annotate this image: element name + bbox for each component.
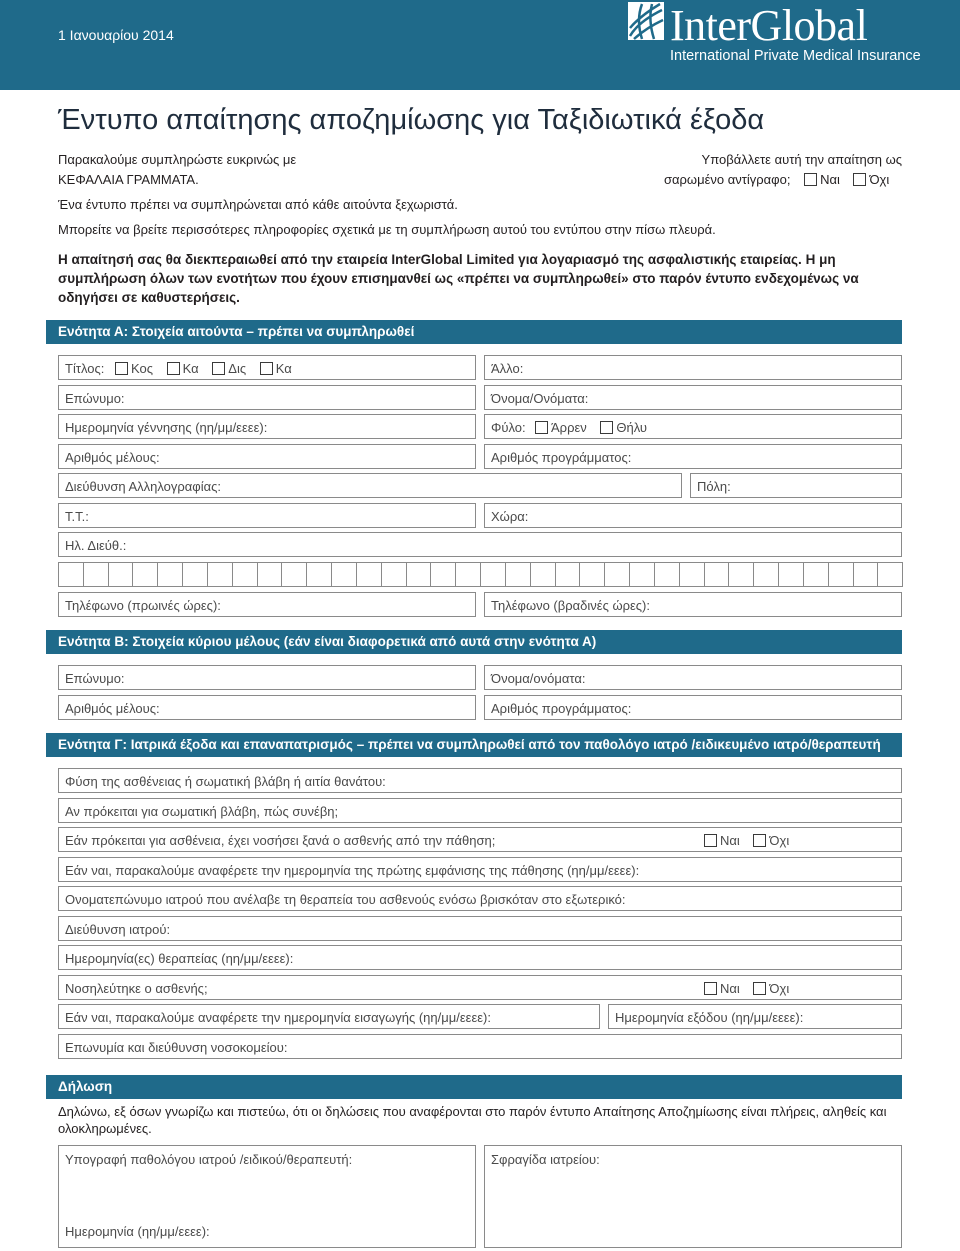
dob-label: Ημερομηνία γέννησης (ηη/μμ/εεεε): — [65, 420, 268, 435]
section-a-title: Ενότητα Α: Στοιχεία αιτούντα – πρέπει να συμπληρωθεί — [58, 324, 415, 339]
hospital-name-field[interactable] — [58, 1034, 902, 1059]
email-char-box[interactable] — [232, 562, 258, 587]
title-field[interactable] — [58, 355, 476, 380]
sex-label: Φύλο: — [491, 420, 526, 435]
doctor-name-label: Ονοματεπώνυμο ιατρού που ανέλαβε τη θεραπεία του ασθενούς ενόσω βρισκόταν στο εξωτερικό: — [65, 892, 626, 907]
city-field[interactable] — [690, 473, 902, 498]
page-header — [0, 0, 960, 90]
treatment-dates-field[interactable] — [58, 945, 902, 970]
hospitalised-field[interactable] — [58, 975, 902, 1000]
doctor-name-field[interactable] — [58, 886, 902, 911]
main-member-number-field[interactable] — [58, 695, 476, 720]
header-date: 1 Ιανουαρίου 2014 — [58, 27, 174, 43]
postcode-label: Τ.Τ.: — [65, 509, 89, 524]
email-char-box[interactable] — [108, 562, 134, 587]
sex-female-label: Θήλυ — [616, 420, 648, 435]
address-field[interactable] — [58, 473, 682, 498]
email-char-box[interactable] — [257, 562, 283, 587]
injury-how-label: Αν πρόκειται για σωματική βλάβη, πώς συνέβη; — [65, 804, 339, 819]
illness-nature-field[interactable] — [58, 768, 902, 793]
practice-stamp-box[interactable] — [484, 1145, 902, 1248]
sex-male-label: Άρρεν — [551, 420, 587, 435]
email-char-box[interactable] — [753, 562, 779, 587]
email-char-box[interactable] — [83, 562, 109, 587]
main-member-surname-field[interactable] — [58, 665, 476, 690]
email-char-box[interactable] — [430, 562, 456, 587]
illness-before-yes-checkbox[interactable] — [704, 834, 717, 847]
email-char-box[interactable] — [306, 562, 332, 587]
email-char-box[interactable] — [654, 562, 680, 587]
hospitalised-yes-checkbox[interactable] — [704, 982, 717, 995]
email-char-box[interactable] — [505, 562, 531, 587]
phone-day-field[interactable] — [58, 592, 476, 617]
title-label: Τίτλος: — [65, 361, 105, 376]
first-occurrence-date-field[interactable] — [58, 857, 902, 882]
illness-before-label: Εάν πρόκειται για ασθένεια, έχει νοσήσει ξανά ο ασθενής από την πάθηση; — [65, 833, 496, 848]
sex-field[interactable] — [484, 414, 902, 439]
email-char-box[interactable] — [679, 562, 705, 587]
main-member-scheme-field[interactable] — [484, 695, 902, 720]
hospitalised-no-checkbox[interactable] — [753, 982, 766, 995]
discharge-date-label: Ημερομηνία εξόδου (ηη/μμ/εεεε): — [615, 1010, 804, 1025]
title-miss-checkbox[interactable] — [212, 362, 225, 375]
main-member-number-label: Αριθμός μέλους: — [65, 701, 160, 716]
surname-field[interactable] — [58, 385, 476, 410]
main-member-scheme-label: Αριθμός προγράμματος: — [491, 701, 632, 716]
hospitalised-yes-label: Ναι — [720, 981, 740, 996]
illness-nature-label: Φύση της ασθένειας ή σωματική βλάβη ή αιτία θανάτου: — [65, 774, 386, 789]
email-char-box[interactable] — [828, 562, 854, 587]
main-member-surname-label: Επώνυμο: — [65, 671, 125, 686]
intro-line-2: ΚΕΦΑΛΑΙΑ ΓΡΑΜΜΑΤΑ. — [58, 172, 199, 187]
scanned-no-checkbox[interactable] — [853, 173, 866, 186]
title-miss-label: Δις — [228, 361, 247, 376]
email-char-box[interactable] — [803, 562, 829, 587]
declaration-title: Δήλωση — [58, 1079, 113, 1094]
processing-notice: Η απαίτησή σας θα διεκπεραιωθεί από την εταιρεία InterGlobal Limited για λογαριασμό της ασφαλιστικής εταιρείας. Η μη συμπλήρωση όλων των ενοτήτων που έχουν επισημανθεί ως «πρέπει να συμπληρωθεί» στο παρόν έντυπο ενδεχομένως να οδηγήσει σε καθυστερήσεις. — [58, 252, 859, 305]
sex-male-checkbox[interactable] — [535, 421, 548, 434]
email-char-box[interactable] — [728, 562, 754, 587]
email-char-box[interactable] — [555, 562, 581, 587]
section-c-header — [46, 733, 902, 757]
scanned-yes-label: Ναι — [820, 172, 840, 187]
phone-evening-field[interactable] — [484, 592, 902, 617]
illness-before-no-label: Όχι — [769, 833, 790, 848]
illness-before-field[interactable] — [58, 827, 902, 852]
intro-line-4: Μπορείτε να βρείτε περισσότερες πληροφορίες σχετικά με τη συμπλήρωση αυτού του εντύπου στην πίσω πλευρά. — [58, 222, 716, 237]
first-names-label: Όνομα/Ονόματα: — [491, 391, 589, 406]
main-member-first-names-field[interactable] — [484, 665, 902, 690]
scanned-yes-checkbox[interactable] — [804, 173, 817, 186]
scanned-question-1: Υποβάλλετε αυτή την απαίτηση ως — [701, 152, 902, 167]
declaration-text-line-2: ολοκληρωμένες. — [58, 1121, 152, 1136]
email-char-box[interactable] — [579, 562, 605, 587]
email-char-box[interactable] — [530, 562, 556, 587]
admission-date-field[interactable] — [58, 1004, 600, 1029]
dob-field[interactable] — [58, 414, 476, 439]
title-ms-label: Κα — [275, 361, 292, 376]
title-options — [115, 361, 302, 376]
email-char-box[interactable] — [455, 562, 481, 587]
illness-before-yes-label: Ναι — [720, 833, 740, 848]
globe-logo-icon — [628, 2, 664, 40]
first-occurrence-date-label: Εάν ναι, παρακαλούμε αναφέρετε την ημερομηνία της πρώτης εμφάνισης της πάθησης (ηη/μμ/εεεε): — [65, 863, 640, 878]
doctor-address-field[interactable] — [58, 916, 902, 941]
intro-line-3: Ένα έντυπο πρέπει να συμπληρώνεται από κάθε αιτούντα ξεχωριστά. — [58, 197, 458, 212]
email-character-boxes[interactable] — [58, 562, 902, 587]
declaration-header — [46, 1075, 902, 1099]
injury-how-field[interactable] — [58, 798, 902, 823]
title-mrs-label: Κα — [182, 361, 199, 376]
email-char-box[interactable] — [281, 562, 307, 587]
admission-date-label: Εάν ναι, παρακαλούμε αναφέρετε την ημερομηνία εισαγωγής (ηη/μμ/εεεε): — [65, 1010, 491, 1025]
illness-before-no-checkbox[interactable] — [753, 834, 766, 847]
email-char-box[interactable] — [480, 562, 506, 587]
member-number-label: Αριθμός μέλους: — [65, 450, 160, 465]
page-title: Έντυπο απαίτησης αποζημίωσης για Ταξιδιωτικά έξοδα — [58, 104, 765, 136]
section-c-title: Ενότητα Γ: Ιατρικά έξοδα και επαναπατρισμός – πρέπει να συμπληρωθεί από τον παθολόγο ιατρό /ειδικευμένο ιατρό/θεραπευτή — [58, 737, 881, 752]
signature-date-label: Ημερομηνία (ηη/μμ/εεεε): — [65, 1224, 210, 1239]
country-label: Χώρα: — [491, 509, 529, 524]
title-mrs-checkbox[interactable] — [167, 362, 180, 375]
email-label: Ηλ. Διεύθ.: — [65, 538, 127, 553]
email-char-box[interactable] — [406, 562, 432, 587]
signature-box[interactable] — [58, 1145, 476, 1248]
email-char-box[interactable] — [157, 562, 183, 587]
doctor-address-label: Διεύθυνση ιατρού: — [65, 922, 171, 937]
address-label: Διεύθυνση Αλληλογραφίας: — [65, 479, 222, 494]
country-field[interactable] — [484, 503, 902, 528]
sex-female-checkbox[interactable] — [600, 421, 613, 434]
illness-before-options — [704, 833, 789, 848]
email-char-box[interactable] — [182, 562, 208, 587]
hospitalised-no-label: Όχι — [769, 981, 790, 996]
hospitalised-options — [704, 981, 789, 996]
scanned-question-row — [664, 172, 889, 187]
surname-label: Επώνυμο: — [65, 391, 125, 406]
title-mr-label: Κος — [131, 361, 154, 376]
discharge-date-field[interactable] — [608, 1004, 902, 1029]
phone-evening-label: Τηλέφωνο (βραδινές ώρες): — [491, 598, 650, 613]
email-char-box[interactable] — [877, 562, 903, 587]
email-char-box[interactable] — [704, 562, 730, 587]
email-char-box[interactable] — [132, 562, 158, 587]
section-b-title: Ενότητα Β: Στοιχεία κύριου μέλους (εάν είναι διαφορετικά από αυτά στην ενότητα Α) — [58, 634, 597, 649]
email-char-box[interactable] — [853, 562, 879, 587]
interglobal-logo — [628, 1, 921, 68]
title-mr-checkbox[interactable] — [115, 362, 128, 375]
logo-name: InterGlobal — [670, 1, 868, 50]
sex-options — [535, 420, 657, 435]
logo-tagline: International Private Medical Insurance — [670, 48, 921, 64]
hospital-name-label: Επωνυμία και διεύθυνση νοσοκομείου: — [65, 1040, 288, 1055]
scheme-number-field[interactable] — [484, 444, 902, 469]
signature-label: Υπογραφή παθολόγου ιατρού /ειδικού/θεραπευτή: — [65, 1152, 353, 1167]
section-a-header — [46, 320, 902, 344]
email-char-box[interactable] — [207, 562, 233, 587]
email-char-box[interactable] — [356, 562, 382, 587]
postcode-field[interactable] — [58, 503, 476, 528]
other-title-label: Άλλο: — [491, 361, 524, 376]
other-title-field[interactable] — [484, 355, 902, 380]
email-field[interactable] — [58, 532, 902, 557]
email-char-box[interactable] — [331, 562, 357, 587]
email-char-box[interactable] — [58, 562, 84, 587]
city-label: Πόλη: — [697, 479, 731, 494]
email-char-box[interactable] — [381, 562, 407, 587]
treatment-dates-label: Ημερομηνία(ες) θεραπείας (ηη/μμ/εεεε): — [65, 951, 294, 966]
practice-stamp-label: Σφραγίδα ιατρείου: — [491, 1152, 600, 1167]
first-names-field[interactable] — [484, 385, 902, 410]
hospitalised-label: Νοσηλεύτηκε ο ασθενής; — [65, 981, 208, 996]
title-ms-checkbox[interactable] — [260, 362, 273, 375]
scanned-question-2: σαρωμένο αντίγραφο; — [664, 172, 791, 187]
scheme-number-label: Αριθμός προγράμματος: — [491, 450, 632, 465]
intro-line-1: Παρακαλούμε συμπληρώστε ευκρινώς με — [58, 152, 297, 167]
email-char-box[interactable] — [604, 562, 630, 587]
declaration-text-line-1: Δηλώνω, εξ όσων γνωρίζω και πιστεύω, ότι οι δηλώσεις που αναφέρονται στο παρόν έντυπο Απαίτησης Αποζημίωσης είναι πλήρεις, αληθείς και — [58, 1104, 887, 1119]
email-char-box[interactable] — [629, 562, 655, 587]
member-number-field[interactable] — [58, 444, 476, 469]
section-b-header — [46, 630, 902, 654]
scanned-no-label: Όχι — [869, 172, 890, 187]
main-member-first-names-label: Όνομα/ονόματα: — [491, 671, 586, 686]
email-char-box[interactable] — [778, 562, 804, 587]
phone-day-label: Τηλέφωνο (πρωινές ώρες): — [65, 598, 221, 613]
